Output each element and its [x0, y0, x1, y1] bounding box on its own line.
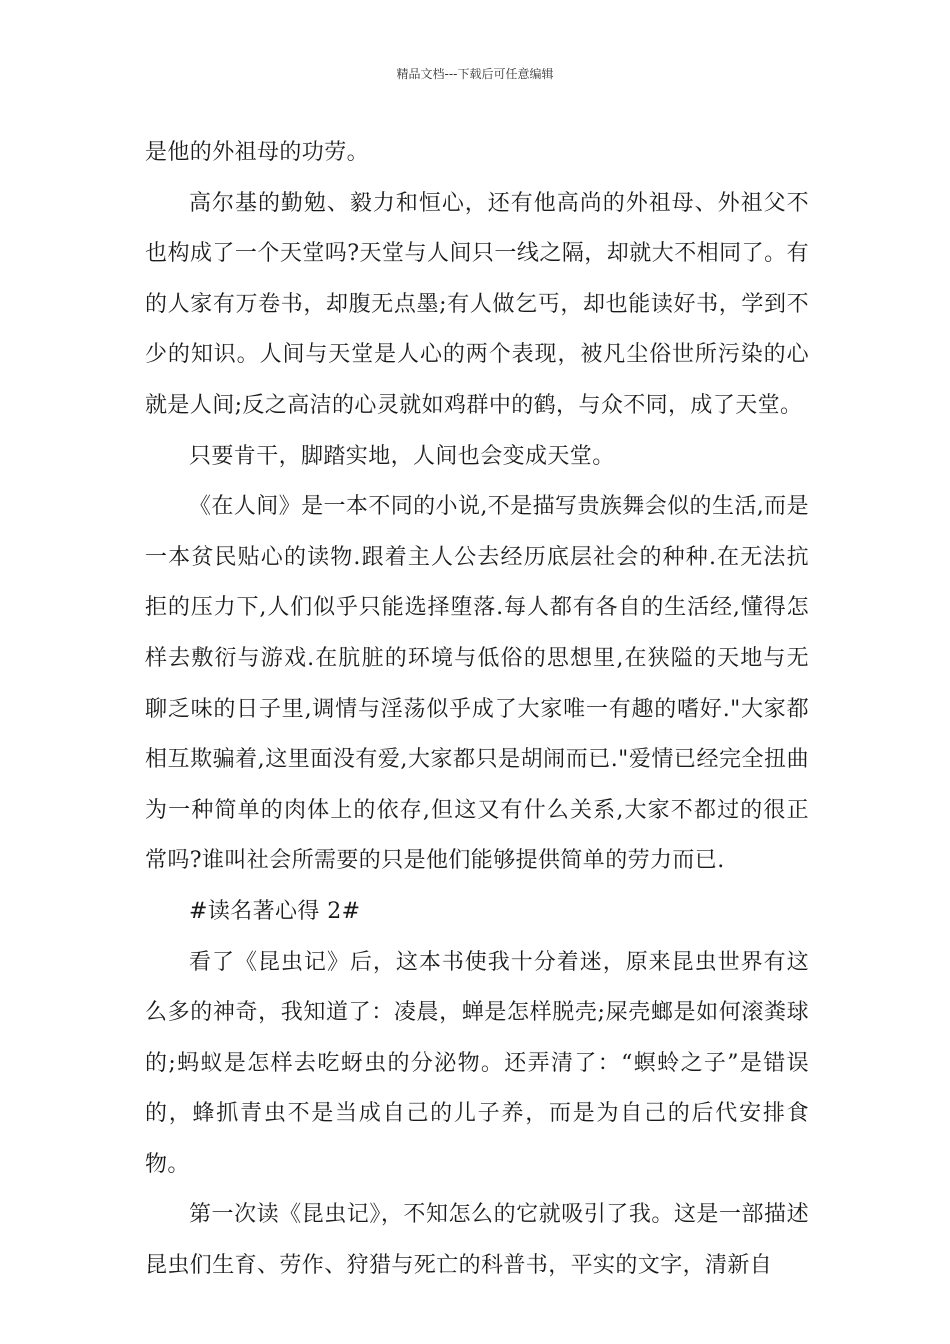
section-heading: #读名著心得 2#	[189, 898, 361, 924]
paragraph: 《在人间》是一本不同的小说,不是描写贵族舞会似的生活,而是一本贫民贴心的读物.跟着主人公去经历底层社会的种种.在无法抗拒的压力下,人们似乎只能选择堕落.每人都有各自的生活经,懂得怎样去敷衍与游戏.在肮脏的环境与低俗的思想里,在狭隘的天地与无聊乏味的日子里,调情与淫荡似乎成了大家唯一有趣的嗜好."大家都相互欺骗着,这里面没有爱,大家都只是胡闹而已."爱情已经完全扭曲为一种简单的肉体上的依存,但这又有什么关系,大家不都过的很正常吗?谁叫社会所需要的只是他们能够提供简单的劳力而已.	[145, 494, 809, 874]
paragraph: 高尔基的勤勉、毅力和恒心，还有他高尚的外祖母、外祖父不也构成了一个天堂吗?天堂与人间只一线之隔，却就大不相同了。有的人家有万卷书，却腹无点墨;有人做乞丐，却也能读好书，学到不少的知识。人间与天堂是人心的两个表现，被凡尘俗世所污染的心就是人间;反之高洁的心灵就如鸡群中的鹤，与众不同，成了天堂。	[145, 190, 809, 418]
paragraph: 只要肯干，脚踏实地，人间也会变成天堂。	[189, 443, 615, 469]
paragraph: 是他的外祖母的功劳。	[145, 140, 370, 165]
paragraph: 第一次读《昆虫记》，不知怎么的它就吸引了我。这是一部描述昆虫们生育、劳作、狩猎与死亡的科普书，平实的文字，清新自	[145, 1202, 809, 1279]
page-header: 精品文档---下载后可任意编辑	[396, 67, 554, 81]
body-text	[145, 128, 809, 1292]
paragraph: 看了《昆虫记》后，这本书使我十分着迷，原来昆虫世界有这么多的神奇，我知道了：凌晨，蝉是怎样脱壳;屎壳螂是如何滚粪球的;蚂蚁是怎样去吃蚜虫的分泌物。还弄清了：“螟蛉之子”是错误的，蜂抓青虫不是当成自己的儿子养，而是为自己的后代安排食物。	[145, 949, 809, 1177]
